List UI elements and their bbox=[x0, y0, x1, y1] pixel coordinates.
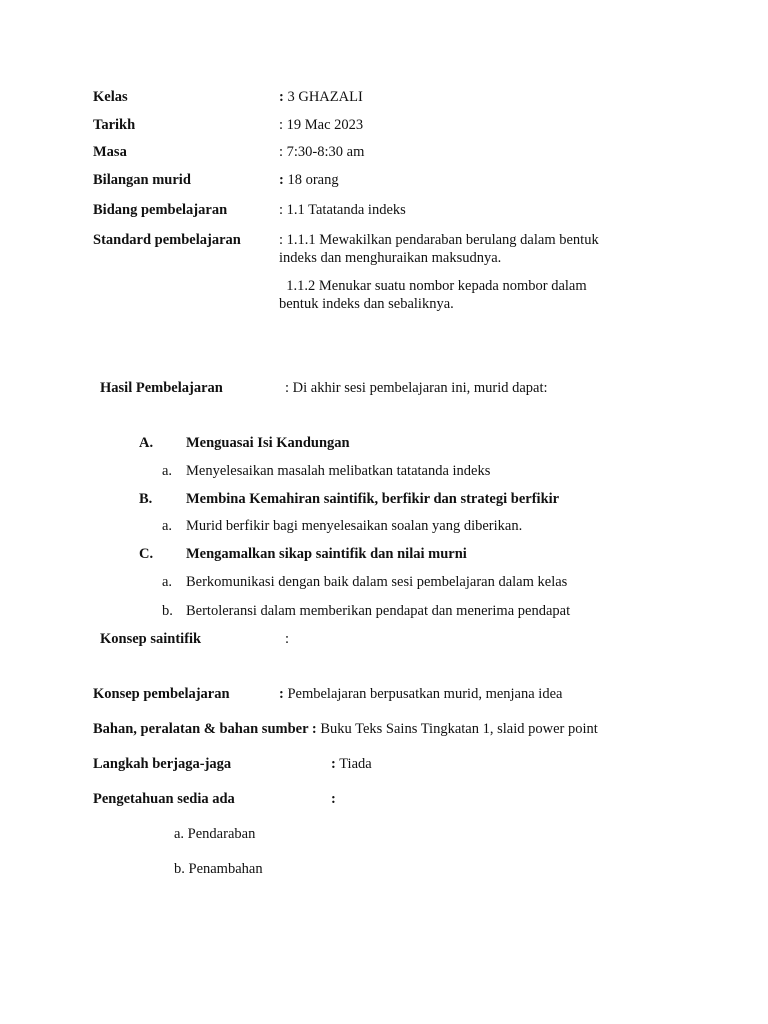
pengetahuan-colon: : bbox=[331, 791, 336, 807]
kelas-colon: : bbox=[279, 89, 284, 105]
masa-label: Masa bbox=[93, 144, 127, 160]
langkah-colon: : bbox=[331, 756, 336, 772]
konsep-pembelajaran-text: Pembelajaran berpusatkan murid, menjana idea bbox=[283, 686, 563, 702]
section-b-item-a-marker: a. bbox=[162, 518, 173, 534]
konsep-saintifik-value: : bbox=[285, 631, 290, 647]
konsep-saintifik-label: Konsep saintifik bbox=[100, 631, 202, 647]
section-a-letter: A. bbox=[139, 435, 154, 451]
pengetahuan-item-b: b. Penambahan bbox=[174, 861, 263, 877]
section-a-title: Menguasai Isi Kandungan bbox=[186, 435, 350, 451]
section-b-item-a-text: Murid berfikir bagi menyelesaikan soalan yang diberikan. bbox=[186, 518, 523, 534]
tarikh-value: : 19 Mac 2023 bbox=[279, 117, 364, 133]
pengetahuan-label: Pengetahuan sedia ada bbox=[93, 791, 235, 807]
section-c-item-a-marker: a. bbox=[162, 574, 173, 590]
hasil-pembelajaran-value: : Di akhir sesi pembelajaran ini, murid dapat: bbox=[285, 380, 548, 396]
kelas-value bbox=[279, 88, 363, 106]
section-a-item-a-marker: a. bbox=[162, 463, 173, 479]
langkah-text: Tiada bbox=[335, 756, 372, 772]
standard-item-2: 1.1.2 Menukar suatu nombor kepada nombor dalam bentuk indeks dan sebaliknya. bbox=[279, 278, 587, 312]
konsep-pembelajaran-label: Konsep pembelajaran bbox=[93, 686, 230, 702]
langkah-berjaga-value bbox=[331, 755, 372, 773]
masa-value: : 7:30-8:30 am bbox=[279, 144, 365, 160]
bilangan-text: 18 orang bbox=[283, 172, 339, 188]
bilangan-murid-label: Bilangan murid bbox=[93, 172, 191, 188]
bilangan-murid-value bbox=[279, 171, 339, 189]
bidang-pembelajaran-value: : 1.1 Tatatanda indeks bbox=[279, 202, 406, 218]
standard-item-1: : 1.1.1 Mewakilkan pendaraban berulang dalam bentuk indeks dan menghuraikan maksudnya. bbox=[279, 232, 599, 266]
kelas-label: Kelas bbox=[93, 89, 128, 105]
kelas-text: 3 GHAZALI bbox=[283, 89, 363, 105]
section-a-item-a-text: Menyelesaikan masalah melibatkan tatatanda indeks bbox=[186, 463, 491, 479]
bahan-row bbox=[93, 720, 598, 738]
section-c-item-a-text: Berkomunikasi dengan baik dalam sesi pembelajaran dalam kelas bbox=[186, 574, 568, 590]
section-b-title: Membina Kemahiran saintifik, berfikir dan strategi berfikir bbox=[186, 491, 560, 507]
section-c-title: Mengamalkan sikap saintifik dan nilai murni bbox=[186, 546, 467, 562]
bahan-label: Bahan, peralatan & bahan sumber : bbox=[93, 721, 317, 737]
konsep-pembelajaran-value bbox=[279, 685, 562, 703]
section-c-letter: C. bbox=[139, 546, 154, 562]
pengetahuan-item-a: a. Pendaraban bbox=[174, 826, 256, 842]
bidang-pembelajaran-label: Bidang pembelajaran bbox=[93, 202, 228, 218]
konsep-pembelajaran-colon: : bbox=[279, 686, 284, 702]
section-c-item-b-marker: b. bbox=[162, 603, 173, 619]
langkah-berjaga-label: Langkah berjaga-jaga bbox=[93, 756, 232, 772]
bahan-value: Buku Teks Sains Tingkatan 1, slaid power point bbox=[316, 721, 598, 737]
bilangan-colon: : bbox=[279, 172, 284, 188]
section-c-item-b-text: Bertoleransi dalam memberikan pendapat dan menerima pendapat bbox=[186, 603, 571, 619]
tarikh-label: Tarikh bbox=[93, 117, 136, 133]
section-b-letter: B. bbox=[139, 491, 153, 507]
standard-pembelajaran-label: Standard pembelajaran bbox=[93, 232, 241, 248]
hasil-pembelajaran-label: Hasil Pembelajaran bbox=[100, 380, 223, 396]
